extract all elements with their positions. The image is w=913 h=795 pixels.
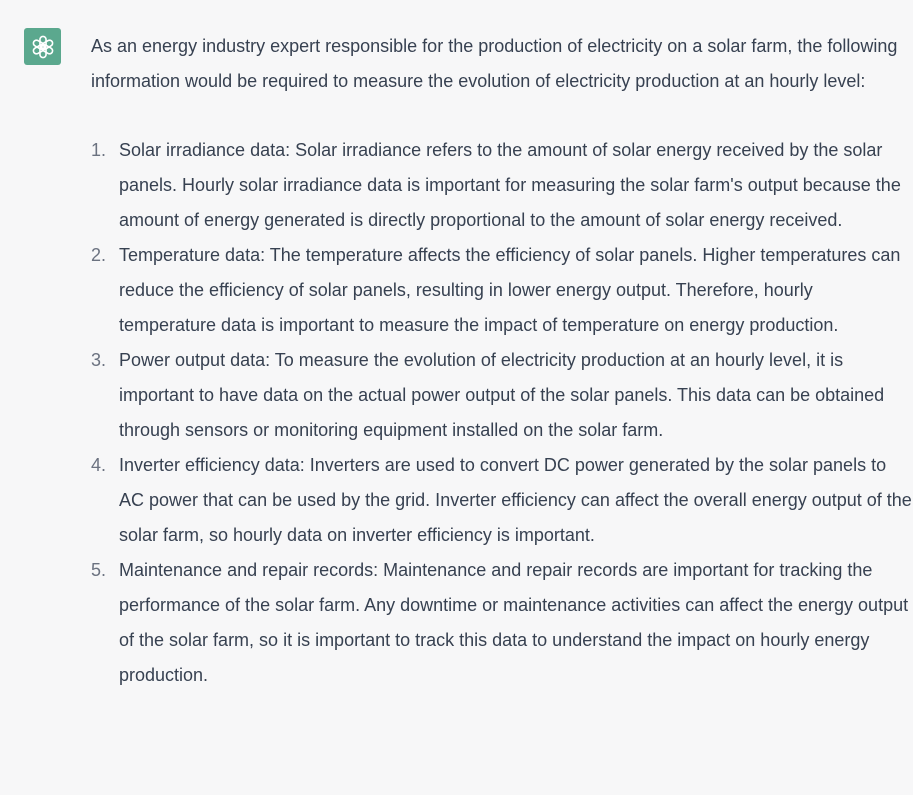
list-item-number: 3. [91, 350, 107, 370]
list-item-number: 4. [91, 455, 107, 475]
requirements-list [91, 133, 913, 693]
list-item [91, 133, 913, 238]
list-item-text: Power output data: To measure the evolution of electricity production at an hourly level, it is important to have data on the actual power output of the solar panels. This data can be obtained through sensors or monitoring equipment installed on the solar farm. [119, 350, 885, 440]
list-item-text: Inverter efficiency data: Inverters are used to convert DC power generated by the solar panels to AC power that can be used by the grid. Inverter efficiency can affect the overall energy output of the solar farm, so hourly data on inverter efficiency is important. [119, 455, 912, 545]
message-intro: As an energy industry expert responsible for the production of electricity on a solar farm, the following information would be required to measure the evolution of electricity production at an hourly level: [91, 36, 898, 91]
list-item [91, 448, 913, 553]
list-item [91, 238, 913, 343]
list-item-text: Solar irradiance data: Solar irradiance refers to the amount of solar energy received by the solar panels. Hourly solar irradiance data is important for measuring the solar farm's output because the amount of energy generated is directly proportional to the amount of solar energy received. [119, 140, 901, 230]
list-item [91, 343, 913, 448]
assistant-avatar [24, 28, 61, 65]
list-item-text: Temperature data: The temperature affects the efficiency of solar panels. Higher temperatures can reduce the efficiency of solar panels, resulting in lower energy output. Therefore, hourly temperature data is important to measure the impact of temperature on energy production. [119, 245, 901, 335]
list-item-text: Maintenance and repair records: Maintenance and repair records are important for tracking the performance of the solar farm. Any downtime or maintenance activities can affect the energy output of the solar farm, so it is important to track this data to understand the impact on hourly energy production. [119, 560, 909, 685]
list-item-number: 2. [91, 245, 107, 265]
openai-logo-icon [30, 34, 56, 60]
list-item-number: 5. [91, 560, 107, 580]
message-content [91, 29, 913, 693]
list-item-number: 1. [91, 140, 107, 160]
list-item [91, 553, 913, 693]
